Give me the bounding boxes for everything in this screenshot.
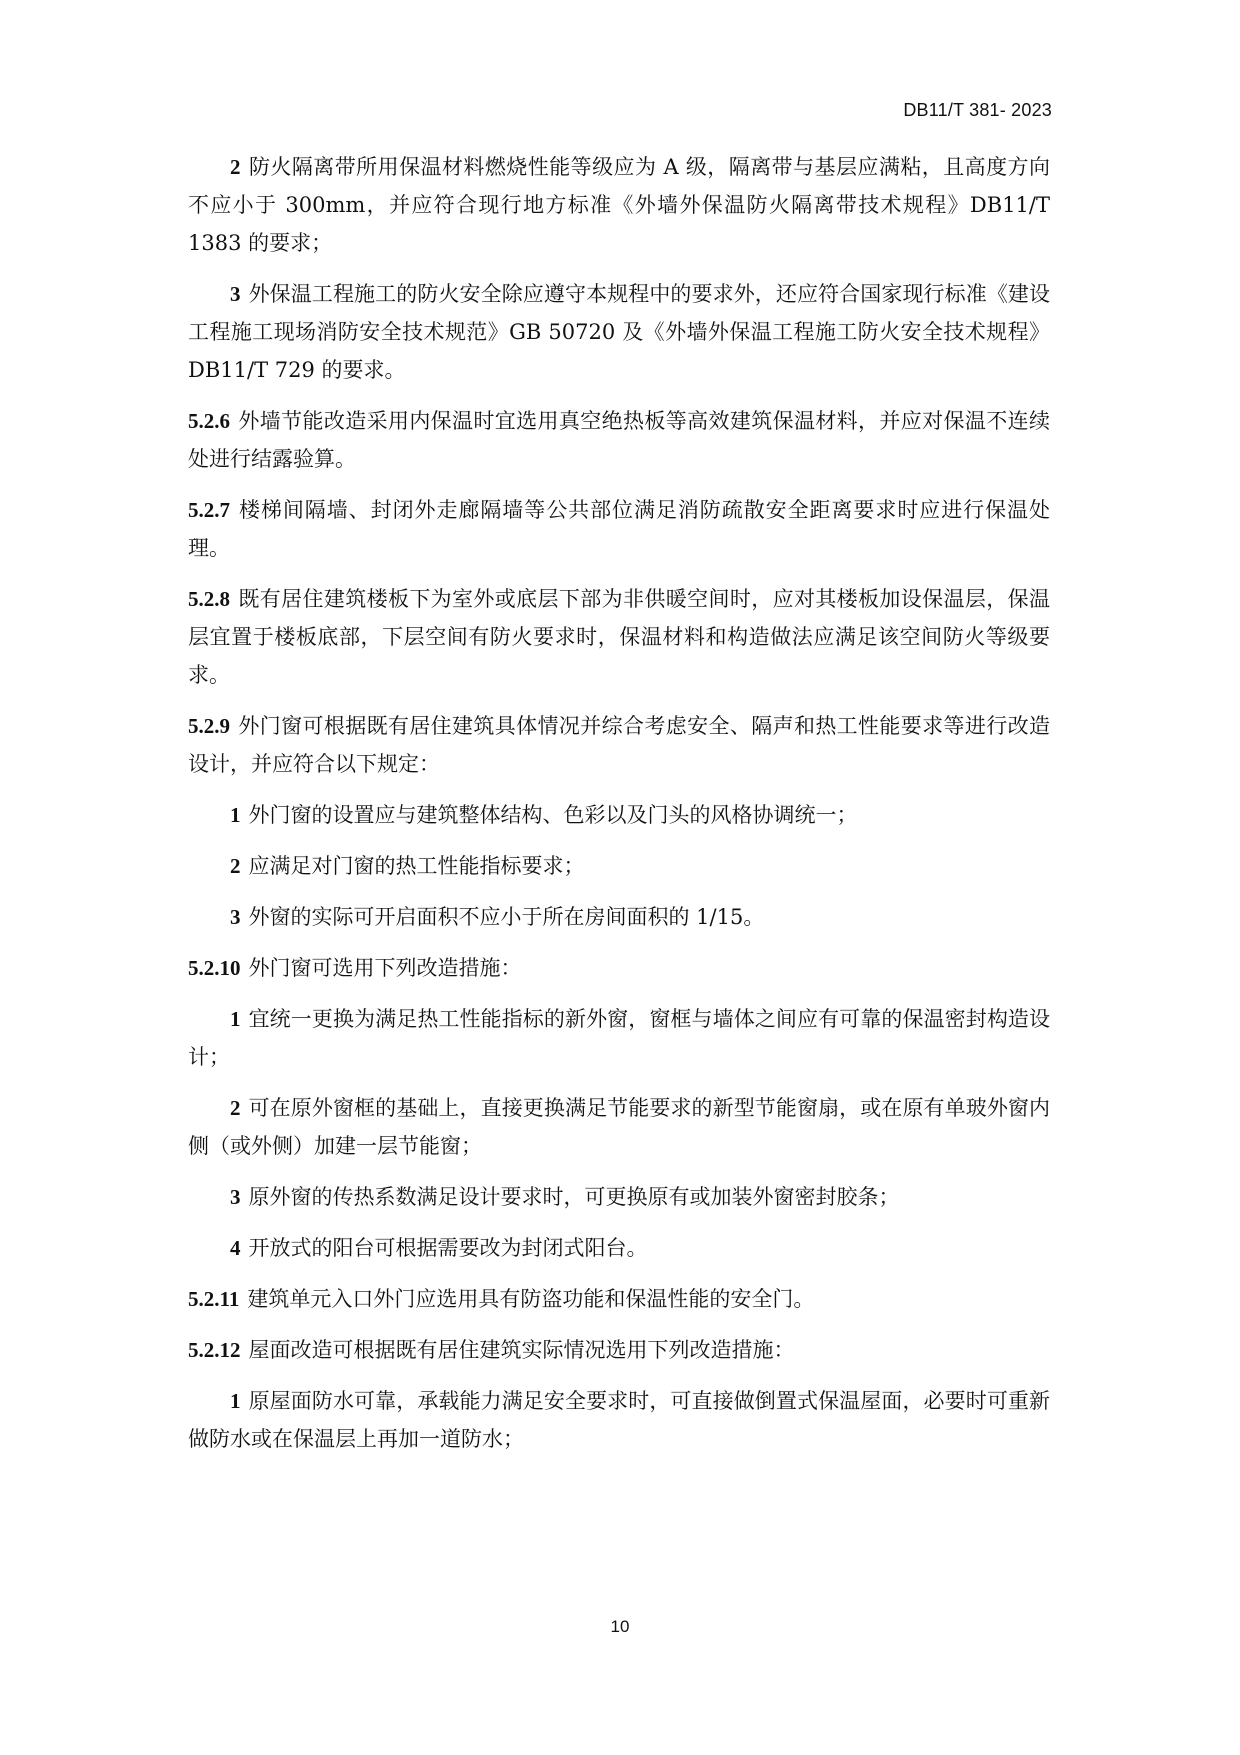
item-number: 1 xyxy=(230,1007,241,1031)
item-number: 1 xyxy=(230,803,241,827)
list-item-2-firebreak xyxy=(188,148,1050,262)
clause-text: 楼梯间隔墙、封闭外走廊隔墙等公共部位满足消防疏散安全距离要求时应进行保温处理。 xyxy=(188,498,1050,560)
item-text: 外门窗的设置应与建筑整体结构、色彩以及门头的风格协调统一； xyxy=(248,803,858,827)
clause-5-2-8 xyxy=(188,580,1050,694)
document-code: DB11/T 381- 2023 xyxy=(903,100,1052,120)
clause-5-2-12 xyxy=(188,1331,1050,1369)
list-item-3-seal-strips xyxy=(188,1178,1050,1216)
item-number: 3 xyxy=(230,1185,241,1209)
item-number: 4 xyxy=(230,1236,241,1260)
item-number: 3 xyxy=(230,905,241,929)
clause-text: 外门窗可根据既有居住建筑具体情况并综合考虑安全、隔声和热工性能要求等进行改造设计，并应符合以下规定： xyxy=(188,714,1050,776)
clause-number: 5.2.10 xyxy=(188,956,241,980)
clause-5-2-11 xyxy=(188,1280,1050,1318)
clause-text: 建筑单元入口外门应选用具有防盗功能和保温性能的安全门。 xyxy=(247,1287,815,1311)
item-number: 1 xyxy=(230,1389,241,1413)
clause-number: 5.2.7 xyxy=(188,498,230,522)
item-text: 可在原外窗框的基础上，直接更换满足节能要求的新型节能窗扇，或在原有单玻外窗内侧（或外侧）加建一层节能窗； xyxy=(188,1096,1050,1158)
page-number: 10 xyxy=(610,1617,630,1636)
clause-text: 屋面改造可根据既有居住建筑实际情况选用下列改造措施： xyxy=(248,1338,795,1362)
clause-5-2-9 xyxy=(188,707,1050,783)
item-text: 宜统一更换为满足热工性能指标的新外窗，窗框与墙体之间应有可靠的保温密封构造设计； xyxy=(188,1007,1050,1069)
list-item-2-window-sash xyxy=(188,1089,1050,1165)
item-text: 防火隔离带所用保温材料燃烧性能等级应为 A 级，隔离带与基层应满粘，且高度方向不应小于 300mm，并应符合现行地方标准《外墙外保温防火隔离带技术规程》DB11/T 1383 的要求； xyxy=(188,155,1050,255)
item-text: 外窗的实际可开启面积不应小于所在房间面积的 1/15。 xyxy=(248,905,765,929)
clause-number: 5.2.11 xyxy=(188,1287,240,1311)
clause-text: 外墙节能改造采用内保温时宜选用真空绝热板等高效建筑保温材料，并应对保温不连续处进行结露验算。 xyxy=(188,409,1050,471)
list-item-1-inverted-roof xyxy=(188,1382,1050,1458)
clause-number: 5.2.12 xyxy=(188,1338,241,1362)
item-text: 应满足对门窗的热工性能指标要求； xyxy=(248,854,585,878)
list-item-4-balcony xyxy=(188,1229,1050,1267)
item-number: 3 xyxy=(230,282,241,306)
list-item-3-fire-safety xyxy=(188,275,1050,389)
clause-number: 5.2.8 xyxy=(188,587,230,611)
clause-text: 外门窗可选用下列改造措施： xyxy=(248,956,522,980)
clause-number: 5.2.9 xyxy=(188,714,230,738)
item-text: 原外窗的传热系数满足设计要求时，可更换原有或加装外窗密封胶条； xyxy=(248,1185,900,1209)
clause-5-2-10 xyxy=(188,949,1050,987)
list-item-1-replace-windows xyxy=(188,1000,1050,1076)
list-item-2-thermal xyxy=(188,847,1050,885)
clause-5-2-7 xyxy=(188,491,1050,567)
item-number: 2 xyxy=(230,1096,241,1120)
document-body xyxy=(188,148,1050,1471)
item-text: 外保温工程施工的防火安全除应遵守本规程中的要求外，还应符合国家现行标准《建设工程施工现场消防安全技术规范》GB 50720 及《外墙外保温工程施工防火安全技术规程》DB11/T 729 的要求。 xyxy=(188,282,1050,382)
item-text: 开放式的阳台可根据需要改为封闭式阳台。 xyxy=(248,1236,648,1260)
list-item-3-openable-area xyxy=(188,898,1050,936)
clause-number: 5.2.6 xyxy=(188,409,230,433)
item-number: 2 xyxy=(230,854,241,878)
list-item-1-doors-windows xyxy=(188,796,1050,834)
clause-text: 既有居住建筑楼板下为室外或底层下部为非供暖空间时，应对其楼板加设保温层，保温层宜置于楼板底部，下层空间有防火要求时，保温材料和构造做法应满足该空间防火等级要求。 xyxy=(188,587,1050,687)
item-text: 原屋面防水可靠，承载能力满足安全要求时，可直接做倒置式保温屋面，必要时可重新做防水或在保温层上再加一道防水； xyxy=(188,1389,1050,1451)
item-number: 2 xyxy=(230,155,241,179)
clause-5-2-6 xyxy=(188,402,1050,478)
